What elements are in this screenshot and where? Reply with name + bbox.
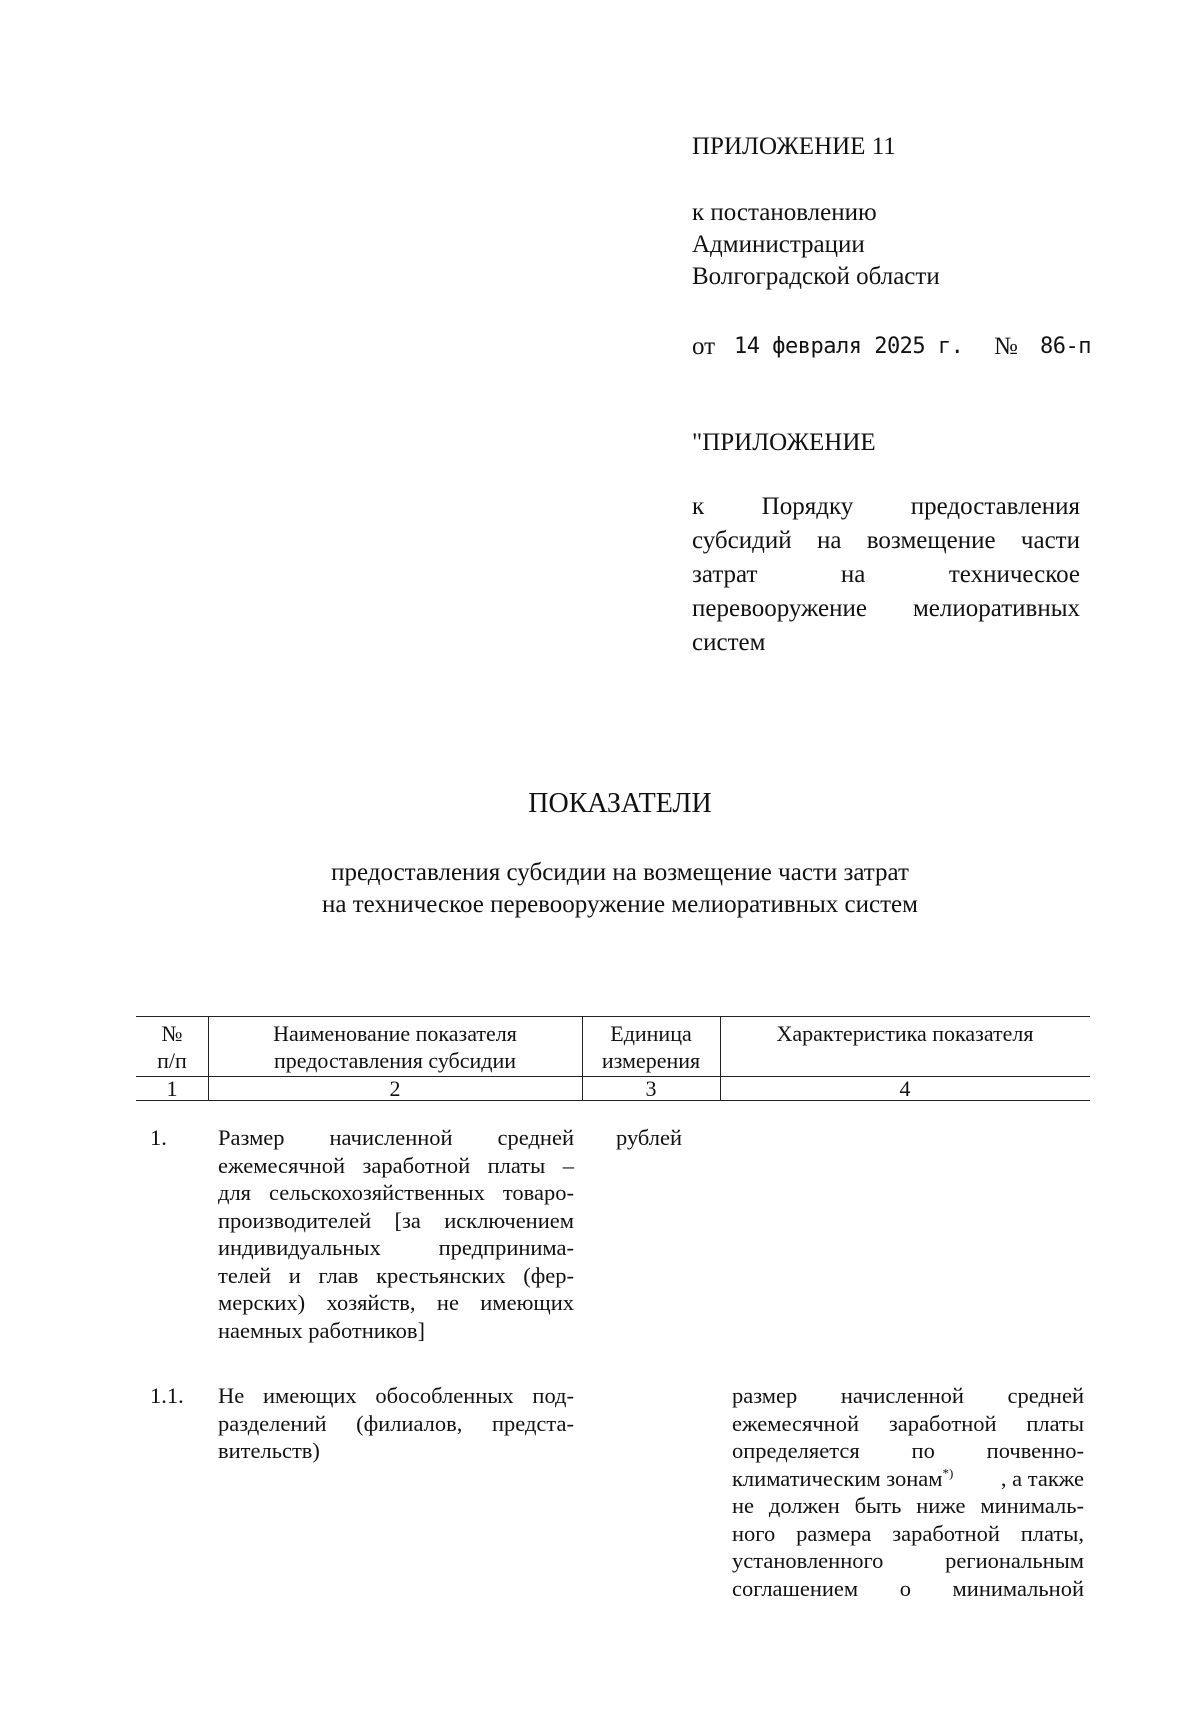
row-char-line: определяется по почвенно- [732,1438,1084,1463]
row-char-line: не должен быть ниже минималь- [732,1493,1084,1518]
number-sign: № [994,333,1018,360]
header-unit-line1: Единица [610,1021,692,1046]
row-name-line: вительств) [218,1438,320,1463]
row-char-line: размер начисленной средней [732,1383,1084,1408]
footnote-marker: *) [942,1465,954,1480]
column-number-2: 2 [389,1076,401,1101]
appendix-line: систем [692,629,766,656]
header-num-line1: № [161,1021,183,1046]
row-name [218,1382,574,1465]
row-name-line: Размер начисленной средней [218,1125,574,1150]
table-top-border [136,1016,1090,1017]
row-char-line: ного размера заработной платы, [732,1520,1084,1546]
header-name-line1: Наименование показателя [273,1021,517,1046]
document-subtitle-line1: предоставления субсидии на возмещение части затрат [331,859,909,886]
row-name-line: Не имеющих обособленных под- [218,1383,574,1408]
appendix-line: перевооружение мелиоративных [692,595,1080,622]
column-number-1: 1 [166,1076,178,1101]
column-number-3: 3 [645,1076,657,1101]
appendix-description [692,490,1080,660]
document-subtitle-line2: на техническое перевооружение мелиоративных систем [322,891,918,918]
row-number: 1.1. [150,1383,184,1408]
row-name [218,1124,574,1344]
row-char-line: установленного региональным [732,1548,1084,1573]
header-num-cell [136,1020,208,1074]
row-characteristic [732,1382,1084,1602]
date-prefix: от [692,333,716,360]
header-char-cell: Характеристика показателя [776,1021,1034,1046]
row-number: 1. [150,1125,167,1150]
row-name-line: наемных работников] [218,1317,425,1343]
appendix-number-title: ПРИЛОЖЕНИЕ 11 [692,133,896,160]
to-decree-line: к постановлению [692,199,877,226]
appendix-line: субсидий на возмещение части [692,527,1080,554]
decree-date: 14 февраля 2025 г. [734,334,964,359]
document-title: ПОКАЗАТЕЛИ [528,788,712,819]
appendix-line: к Порядку предоставления [692,493,1080,520]
row-char-line: соглашением о минимальной [732,1575,1084,1601]
row-name-line: мерских) хозяйств, не имеющих [218,1290,574,1315]
row-name-line: индивидуальных предпринима- [218,1235,574,1260]
administration-line: Администрации [692,231,865,258]
row-name-line: разделений (филиалов, предста- [218,1410,574,1436]
header-unit-cell [582,1020,720,1074]
row-name-line: производителей [за исключением [218,1207,574,1233]
header-unit-line2: измерения [601,1048,701,1073]
row-char-line: ежемесячной заработной платы [732,1410,1084,1436]
header-name-line2: предоставления субсидии [273,1048,517,1073]
column-number-4: 4 [899,1076,911,1101]
row-unit: рублей [616,1125,683,1150]
appendix-line: затрат на техническое [692,561,1080,588]
row-char-line [732,1465,1084,1493]
row-name-line: ежемесячной заработной платы – [218,1152,574,1178]
row-char-text: климатическим зонам [732,1465,943,1491]
row-name-line: для сельскохозяйственных товаро- [218,1180,574,1205]
row-char-text-tail: , а также [1000,1465,1084,1491]
row-char-line-head [732,1465,953,1493]
decree-number: 86-п [1040,334,1091,359]
row-name-line: телей и глав крестьянских (фер- [218,1262,574,1288]
header-num-line2: п/п [157,1048,187,1073]
region-line: Волгоградской области [692,263,940,290]
appendix-title: "ПРИЛОЖЕНИЕ [692,429,876,456]
header-name-cell [208,1020,582,1074]
